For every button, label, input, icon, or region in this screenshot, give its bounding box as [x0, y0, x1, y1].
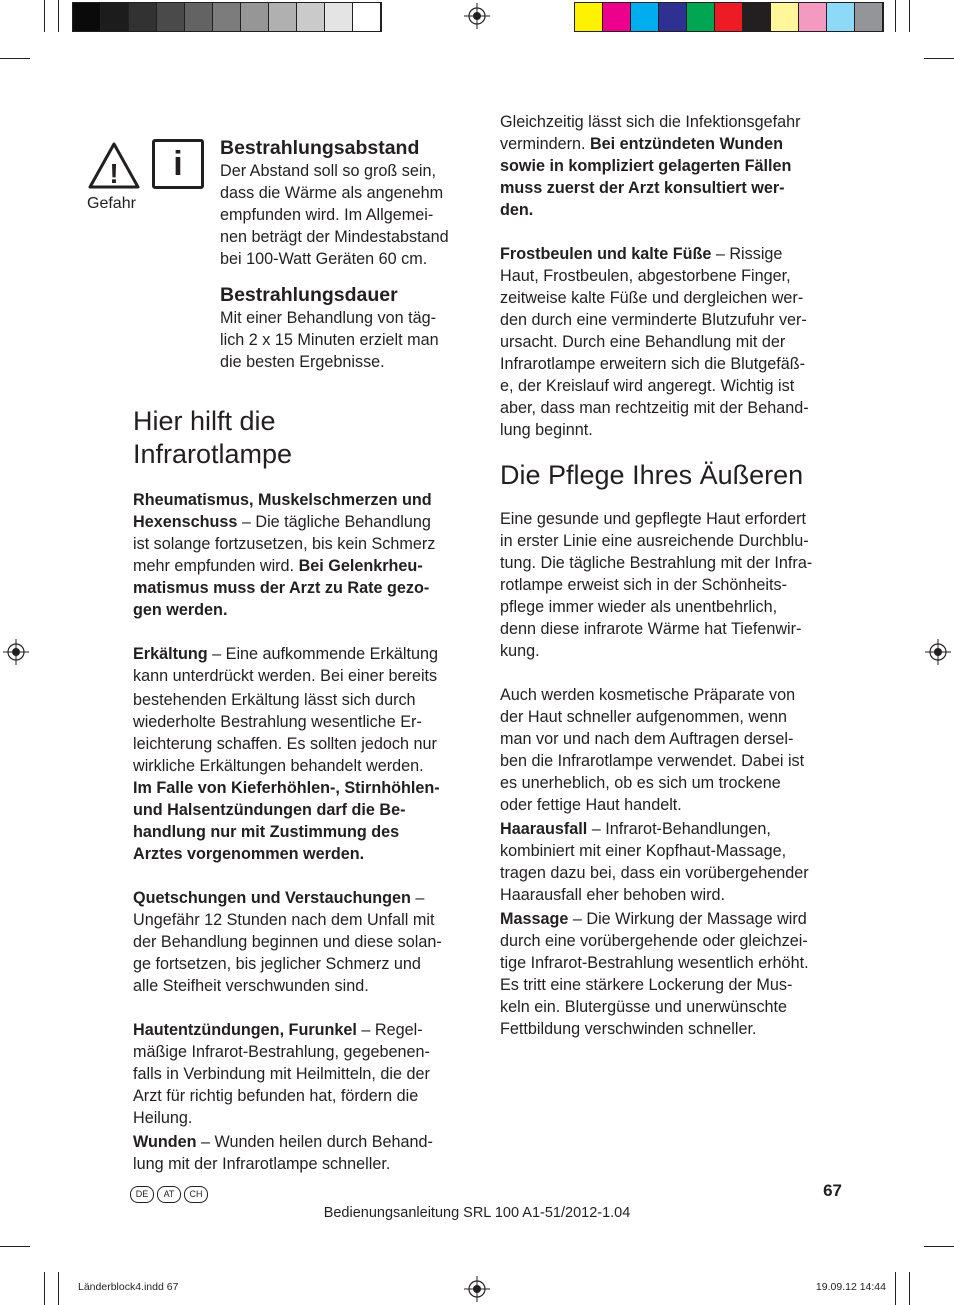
crop-mark — [895, 0, 896, 32]
color-swatch — [325, 3, 353, 31]
grayscale-bar — [72, 2, 382, 32]
massage-text: – Die Wirkung der Massage wird — [568, 910, 807, 928]
haut-text: falls in Verbindung mit Heilmitteln, die der — [133, 1065, 430, 1083]
slug-file: Länderblock4.indd 67 — [78, 1281, 179, 1293]
massage-text: Es tritt eine stärkere Lockerung der Mus- — [500, 976, 793, 994]
intro-text: vermindern. — [500, 135, 590, 153]
wunden-title: Wunden — [133, 1133, 197, 1151]
color-swatch — [855, 3, 883, 31]
pflege-text: rotlampe erweist sich in der Schönheits- — [500, 576, 788, 594]
abstand-line: empfunden wird. Im Allgemei- — [220, 206, 434, 224]
erkaeltung-text: – Eine aufkommende Erkältung — [207, 645, 439, 663]
rheuma-warning: gen werden. — [133, 601, 228, 619]
haut-text: – Regel- — [356, 1021, 423, 1039]
massage-title: Massage — [500, 910, 569, 928]
massage-text: Fettbildung verschwinden schneller. — [500, 1020, 757, 1038]
haar-text: Haarausfall eher behoben wird. — [500, 886, 725, 904]
dauer-line: Mit einer Behandlung von täg- — [220, 309, 436, 327]
frost-text: lung beginnt. — [500, 421, 593, 439]
rheuma-text: mehr empfunden wird. — [133, 557, 299, 575]
haut-text: Arzt für richtig befunden hat, fördern die — [133, 1087, 419, 1105]
color-swatch — [631, 3, 659, 31]
color-swatch — [799, 3, 827, 31]
dauer-line: lich 2 x 15 Minuten erzielt man — [220, 331, 439, 349]
right-column — [500, 111, 845, 1040]
color-swatch — [157, 3, 185, 31]
abstand-line: Der Abstand soll so groß sein, — [220, 162, 436, 180]
pflege-heading: Die Pflege Ihres Äußeren — [500, 460, 804, 490]
left-heading — [133, 405, 478, 471]
massage-text: tige Infrarot-Bestrahlung wesentlich erhöht. — [500, 954, 809, 972]
intro-warning: muss zuerst der Arzt konsultiert wer- — [500, 179, 785, 197]
quetschungen-text: Ungefähr 12 Stunden nach dem Unfall mit — [133, 911, 435, 929]
pflege-text: oder fettige Haut handelt. — [500, 796, 682, 814]
registration-mark-icon — [464, 3, 490, 29]
color-bar — [574, 2, 884, 32]
frost-text: Infrarotlampe erweitern sich die Blutgefäß- — [500, 355, 806, 373]
dauer-section — [220, 283, 480, 373]
country-badge: AT — [157, 1186, 181, 1203]
heading-line: Infrarotlampe — [133, 439, 293, 469]
haut-title: Hautentzündungen, Furunkel — [133, 1021, 357, 1039]
page-number: 67 — [823, 1181, 842, 1200]
crop-mark — [924, 58, 954, 59]
erkaeltung-text: wirkliche Erkältungen behandelt werden. — [133, 757, 424, 775]
color-swatch — [743, 3, 771, 31]
crop-mark — [0, 58, 30, 59]
frost-title: Frostbeulen und kalte Füße — [500, 245, 712, 263]
frost-text: ursacht. Durch eine Behandlung mit der — [500, 333, 786, 351]
color-swatch — [575, 3, 603, 31]
registration-mark-icon — [464, 1276, 490, 1302]
haar-title: Haarausfall — [500, 820, 588, 838]
crop-mark — [909, 0, 910, 32]
color-swatch — [213, 3, 241, 31]
quetschungen-text: – — [410, 889, 425, 907]
quetschungen-text: alle Steifheit verschwunden sind. — [133, 977, 369, 995]
crop-mark — [924, 1246, 954, 1247]
abstand-line: dass die Wärme als angenehm — [220, 184, 444, 202]
haut-text: mäßige Infrarot-Bestrahlung, gegebenen- — [133, 1043, 430, 1061]
registration-mark-icon — [3, 639, 29, 665]
warning-triangle-icon — [87, 141, 141, 191]
rheuma-title-2: Hexenschuss — [133, 513, 238, 531]
color-swatch — [129, 3, 157, 31]
massage-text: durch eine vorübergehende oder gleichzei- — [500, 932, 808, 950]
abstand-line: bei 100-Watt Geräten 60 cm. — [220, 250, 428, 268]
erkaeltung-text: leichterung schaffen. Es sollten jedoch nur — [133, 735, 437, 753]
color-swatch — [715, 3, 743, 31]
color-swatch — [771, 3, 799, 31]
pflege-text: kung. — [500, 642, 540, 660]
frost-text: den durch eine verminderte Blutzufuhr ver- — [500, 311, 807, 329]
frost-text: aber, dass man rechtzeitig mit der Behand- — [500, 399, 809, 417]
abstand-title: Bestrahlungsabstand — [220, 137, 420, 159]
color-swatch — [73, 3, 101, 31]
wunden-text: lung mit der Infrarotlampe schneller. — [133, 1155, 391, 1173]
color-swatch — [241, 3, 269, 31]
warning-label: Gefahr — [87, 195, 136, 212]
dauer-title: Bestrahlungsdauer — [220, 284, 398, 306]
rheuma-warning: Bei Gelenkrheu- — [298, 557, 423, 575]
frost-text: e, der Kreislauf wird angeregt. Wichtig ist — [500, 377, 795, 395]
country-badge: CH — [184, 1186, 208, 1203]
erkaeltung-warning: Im Falle von Kieferhöhlen-, Stirnhöhlen- — [133, 779, 440, 797]
intro-warning: den. — [500, 201, 534, 219]
country-badges — [130, 1184, 211, 1203]
erkaeltung-text: bestehenden Erkältung lässt sich durch — [133, 691, 416, 709]
intro-text: Gleichzeitig lässt sich die Infektionsgefahr — [500, 113, 801, 131]
rheuma-text: – Die tägliche Behandlung — [237, 513, 431, 531]
pflege-text: es unerheblich, ob es sich um trockene — [500, 774, 781, 792]
haar-text: – Infrarot-Behandlungen, — [587, 820, 771, 838]
color-swatch — [353, 3, 381, 31]
quetschungen-title: Quetschungen und Verstauchungen — [133, 889, 411, 907]
crop-mark — [58, 1272, 59, 1305]
haut-text: Heilung. — [133, 1109, 193, 1127]
erkaeltung-title: Erkältung — [133, 645, 208, 663]
rheuma-text: ist solange fortzusetzen, bis kein Schmerz — [133, 535, 436, 553]
haar-text: kombiniert mit einer Kopfhaut-Massage, — [500, 842, 787, 860]
frost-text: Haut, Frostbeulen, abgestorbene Finger, — [500, 267, 791, 285]
wunden-text: – Wunden heilen durch Behand- — [196, 1133, 433, 1151]
intro-warning: sowie in kompliziert gelagerten Fällen — [500, 157, 792, 175]
pflege-text: Auch werden kosmetische Präparate von — [500, 686, 796, 704]
erkaeltung-warning: Arztes vorgenommen werden. — [133, 845, 365, 863]
slug-date: 19.09.12 14:44 — [815, 1281, 886, 1293]
manual-reference: Bedienungsanleitung SRL 100 A1-51/2012-1.04 — [323, 1205, 631, 1221]
svg-text:!: ! — [109, 158, 119, 189]
color-swatch — [687, 3, 715, 31]
abstand-section — [220, 136, 480, 270]
crop-mark — [58, 0, 59, 32]
haar-text: tragen dazu bei, dass ein vorübergehender — [500, 864, 809, 882]
color-swatch — [297, 3, 325, 31]
frost-text: – Rissige — [711, 245, 783, 263]
abstand-line: nen beträgt der Mindestabstand — [220, 228, 449, 246]
crop-mark — [44, 0, 45, 32]
crop-mark — [0, 1246, 30, 1247]
registration-mark-icon — [925, 639, 951, 665]
info-icon: i — [152, 139, 204, 189]
pflege-text: denn diese infrarote Wärme hat Tiefenwir- — [500, 620, 802, 638]
erkaeltung-warning: handlung nur mit Zustimmung des — [133, 823, 400, 841]
rheuma-title: Rheumatismus, Muskelschmerzen und — [133, 491, 432, 509]
crop-mark — [44, 1272, 45, 1305]
left-column — [133, 405, 478, 1175]
pflege-text: man vor und nach dem Auftragen dersel- — [500, 730, 794, 748]
color-swatch — [659, 3, 687, 31]
massage-text: keln ein. Blutergüsse und unerwünschte — [500, 998, 788, 1016]
crop-mark — [895, 1272, 896, 1305]
pflege-text: der Haut schneller aufgenommen, wenn — [500, 708, 788, 726]
quetschungen-text: ge fortsetzen, bis jeglicher Schmerz und — [133, 955, 421, 973]
rheuma-warning: matismus muss der Arzt zu Rate gezo- — [133, 579, 430, 597]
erkaeltung-warning: und Halsentzündungen darf die Be- — [133, 801, 406, 819]
color-swatch — [269, 3, 297, 31]
frost-text: zeitweise kalte Füße und dergleichen wer- — [500, 289, 804, 307]
color-swatch — [603, 3, 631, 31]
quetschungen-text: der Behandlung beginnen und diese solan- — [133, 933, 442, 951]
dauer-line: die besten Ergebnisse. — [220, 353, 385, 371]
country-badge: DE — [130, 1186, 154, 1203]
pflege-text: in erster Linie eine ausreichende Durchblu- — [500, 532, 809, 550]
color-swatch — [827, 3, 855, 31]
intro-warning: Bei entzündeten Wunden — [589, 135, 784, 153]
erkaeltung-text: wiederholte Bestrahlung wesentliche Er- — [133, 713, 422, 731]
pflege-text: pflege immer wieder als unentbehrlich, — [500, 598, 778, 616]
crop-mark — [909, 1272, 910, 1305]
color-swatch — [101, 3, 129, 31]
color-swatch — [185, 3, 213, 31]
heading-line: Hier hilft die — [133, 406, 276, 436]
pflege-text: ben die Infrarotlampe verwendet. Dabei ist — [500, 752, 805, 770]
pflege-text: tung. Die tägliche Bestrahlung mit der Infra- — [500, 554, 813, 572]
erkaeltung-text: kann unterdrückt werden. Bei einer bereits — [133, 667, 438, 685]
pflege-text: Eine gesunde und gepflegte Haut erfordert — [500, 510, 806, 528]
